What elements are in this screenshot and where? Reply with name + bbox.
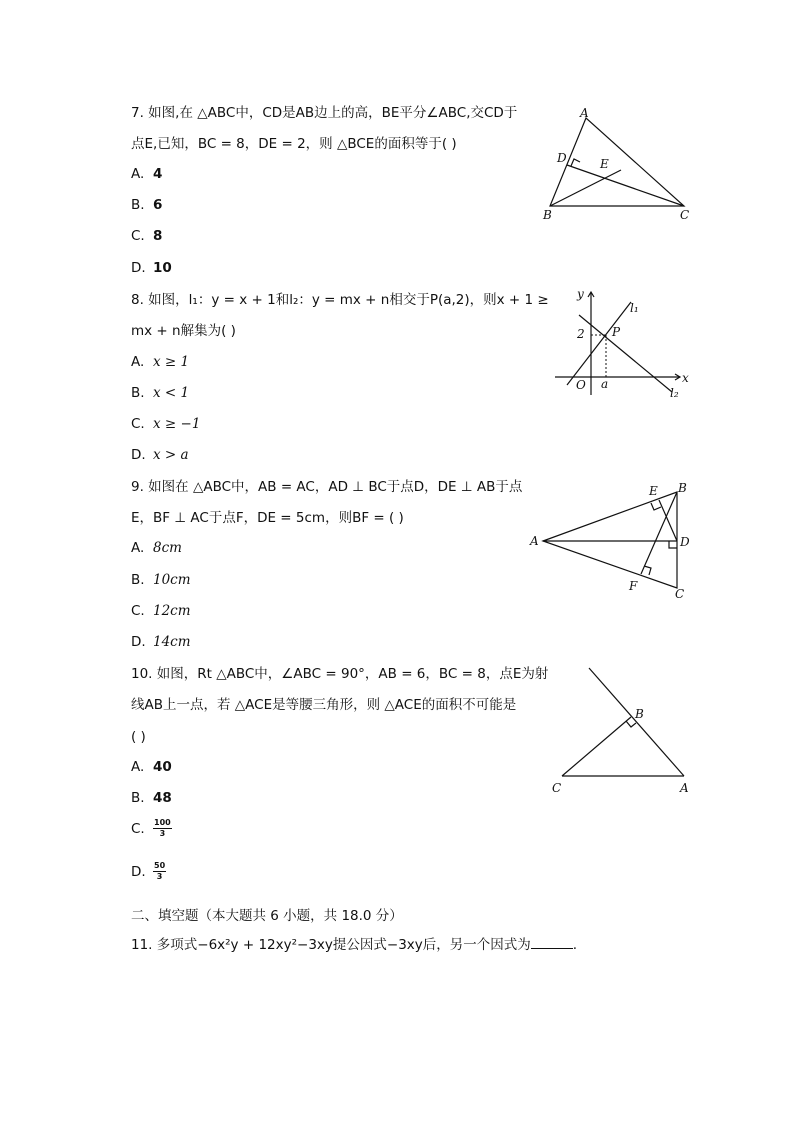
- q8-label-l2: l₂: [670, 386, 679, 400]
- q8-label-a: a: [601, 377, 609, 391]
- section-fill-in-header: 二、填空题（本大题共 6 小题，共 18.0 分）: [131, 908, 403, 924]
- q8-option-c: C. x ≥ −1: [131, 416, 201, 432]
- q7-label-e: E: [600, 157, 609, 171]
- q8-label-2: 2: [577, 327, 585, 341]
- q9-label-a: A: [530, 534, 539, 548]
- q8-label-y: y: [577, 287, 584, 301]
- q10-option-d-fraction: $\frac{50}{3}$: [154, 861, 166, 881]
- q10-line3: ( ): [131, 729, 146, 745]
- q10-label-c: C: [552, 781, 562, 795]
- q10-option-a: A. 40: [131, 759, 172, 775]
- q7-label-a: A: [580, 106, 589, 120]
- q9-label-e: E: [649, 484, 658, 498]
- q9-option-c: C. 12cm: [131, 603, 191, 619]
- q8-label-p: P: [612, 325, 621, 339]
- q10-option-b: B. 48: [131, 790, 172, 806]
- q7-label-d: D: [557, 151, 567, 165]
- q10-label-a: A: [680, 781, 689, 795]
- q8-option-d: D. x > a: [131, 447, 189, 463]
- q11-line: 11. 多项式−6x²y + 12xy²−3xy提公因式−3xy后，另一个因式为 .: [131, 937, 578, 953]
- q7-option-a: A. 4: [131, 166, 163, 182]
- q8-line1: 8. 如图，l₁：y = x + 1和l₂：y = mx + n相交于P(a,2)，则x + 1 ≥: [131, 292, 549, 308]
- q8-line2: mx + n解集为( ): [131, 323, 236, 339]
- q9-label-c: C: [675, 587, 685, 601]
- q8-label-o: O: [576, 378, 586, 392]
- q7-option-d: D. 10: [131, 260, 172, 276]
- q7-label-b: B: [543, 208, 552, 222]
- q7-option-b: B. 6: [131, 197, 163, 213]
- q9-option-a: A. 8cm: [131, 540, 182, 556]
- q7-option-c: C. 8: [131, 228, 163, 244]
- q9-option-b: B. 10cm: [131, 572, 191, 588]
- q9-label-d: D: [680, 535, 690, 549]
- q7-line1: 7. 如图,在 △ABC中，CD是AB边上的高，BE平分∠ABC,交CD于: [131, 105, 518, 121]
- q7-line2: 点E,已知，BC = 8，DE = 2，则 △BCE的面积等于( ): [131, 136, 457, 152]
- q10-line1: 10. 如图，Rt △ABC中，∠ABC = 90°，AB = 6，BC = 8，点E为射: [131, 666, 549, 682]
- q9-line1: 9. 如图在 △ABC中，AB = AC，AD ⊥ BC于点D，DE ⊥ AB于点: [131, 479, 523, 495]
- q9-option-d: D. 14cm: [131, 634, 191, 650]
- q9-line2: E，BF ⊥ AC于点F，DE = 5cm，则BF = ( ): [131, 510, 404, 526]
- q8-option-b: B. x < 1: [131, 385, 190, 401]
- q8-label-x: x: [682, 371, 689, 385]
- q10-option-c: C. $\frac{100}{3}$: [131, 818, 171, 838]
- q8-label-l1: l₁: [630, 301, 639, 315]
- q7-label-c: C: [680, 208, 690, 222]
- q10-line2: 线AB上一点，若 △ACE是等腰三角形，则 △ACE的面积不可能是: [131, 697, 517, 713]
- q10-label-b: B: [635, 707, 644, 721]
- q8-option-a: A. x ≥ 1: [131, 354, 190, 370]
- q11-text: 11. 多项式−6x²y + 12xy²−3xy提公因式−3xy后，另一个因式为: [131, 937, 531, 953]
- q10-option-c-fraction: $\frac{100}{3}$: [154, 818, 171, 838]
- q9-label-f: F: [629, 579, 638, 593]
- q11-answer-blank: [531, 936, 573, 949]
- q9-label-b: B: [678, 481, 687, 495]
- q10-option-d: D. $\frac{50}{3}$: [131, 861, 166, 881]
